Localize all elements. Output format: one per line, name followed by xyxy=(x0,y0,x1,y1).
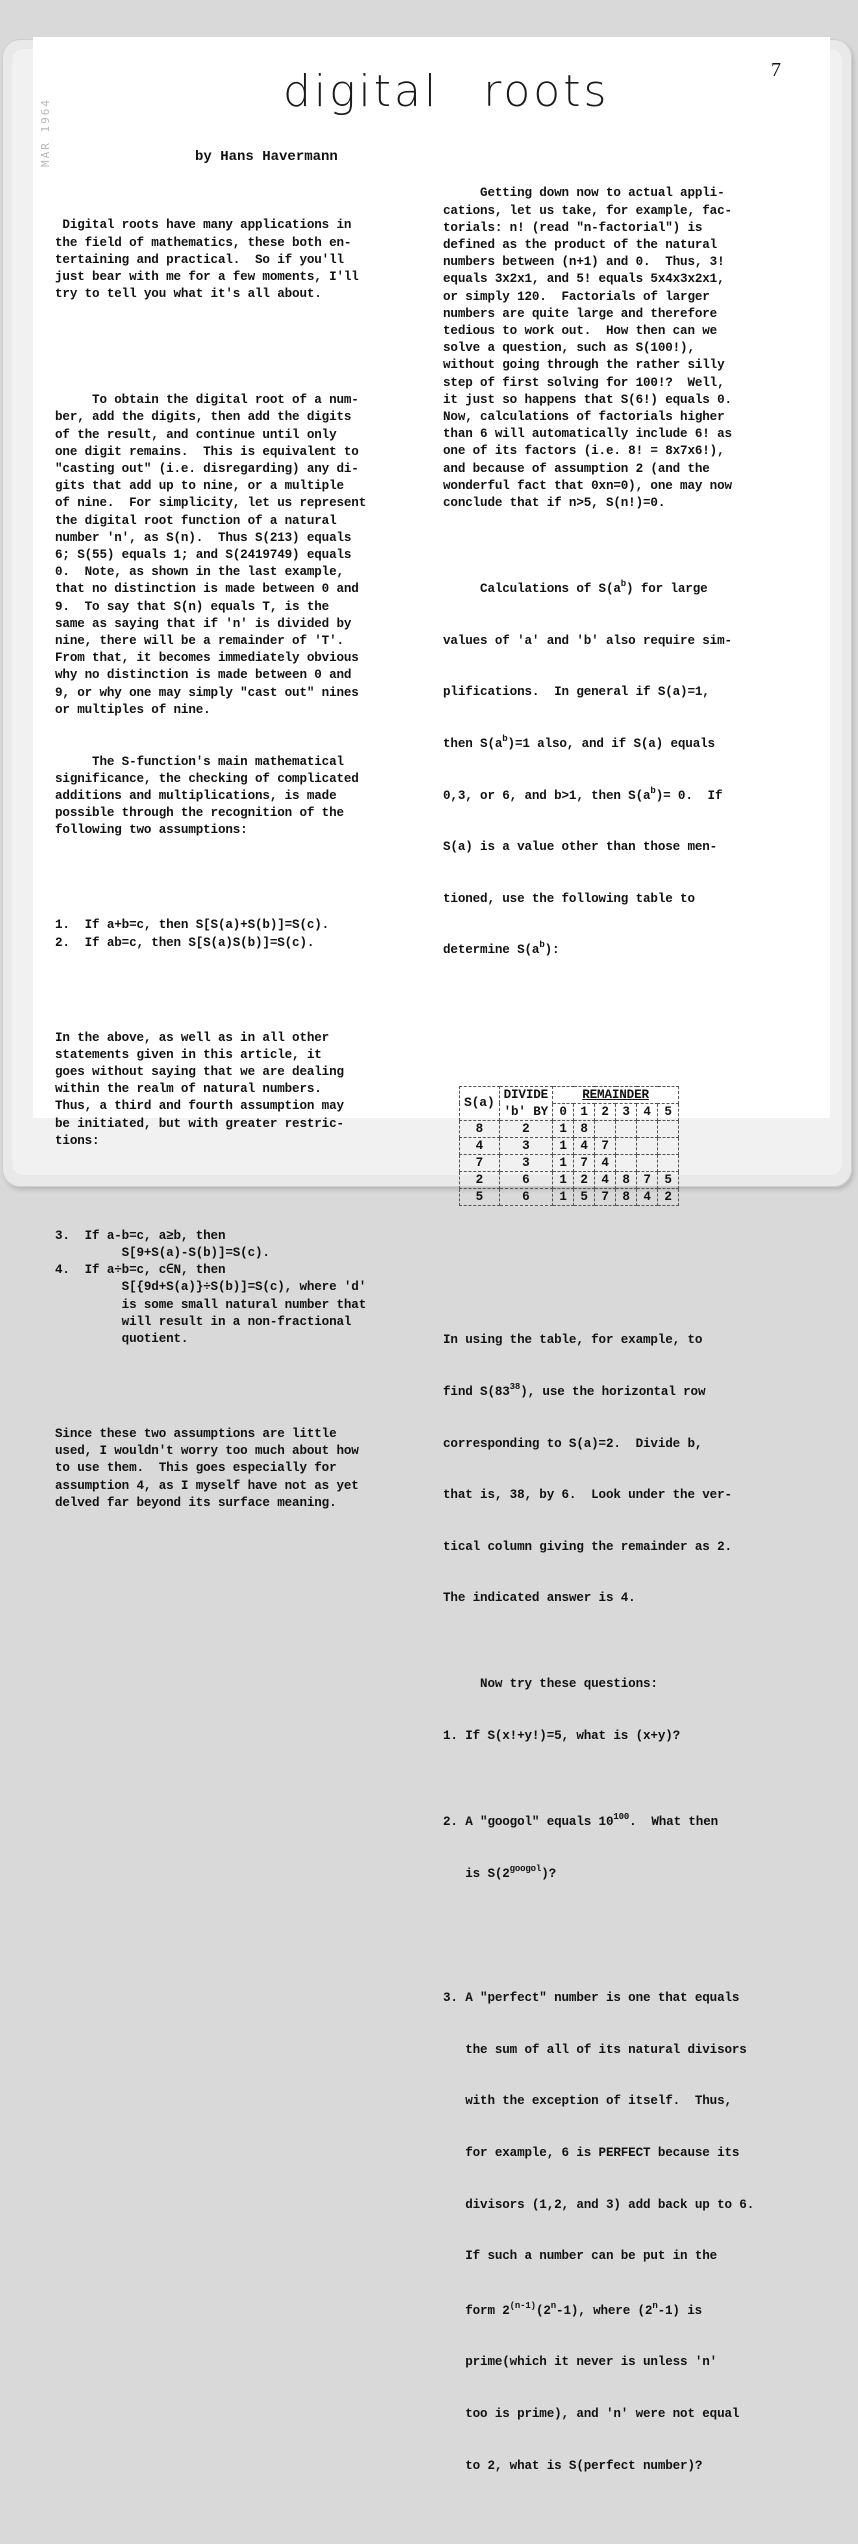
text-line: number 'n', as S(n). Thus S(213) equals xyxy=(55,530,352,545)
text-line: The S-function's main mathematical xyxy=(55,754,344,769)
table-row xyxy=(460,1137,679,1154)
text-line: that is, 38, by 6. Look under the ver- xyxy=(443,1488,732,1503)
table-row xyxy=(460,1171,679,1188)
text-line: 2. A "googol" equals $10^{100}$. What then xyxy=(443,1812,719,1830)
text-line: it just so happens that S(6!) equals 0. xyxy=(443,392,732,407)
text-line: assumption 4, as I myself have not as yet xyxy=(55,1478,359,1493)
cell-sa: 7 xyxy=(460,1154,500,1171)
text-line: cations, let us take, for example, fac- xyxy=(443,203,732,218)
cell-remainder-value xyxy=(637,1154,658,1171)
remainder-table xyxy=(459,1086,679,1206)
text-line: The indicated answer is 4. xyxy=(443,1591,636,1606)
text-line: 9. To say that S(n) equals T, is the xyxy=(55,599,330,614)
questions-intro: Now try these questions: xyxy=(443,1677,658,1692)
title-word: digital xyxy=(283,66,440,117)
text-line: Calculations of $S(a^b)$ for large xyxy=(443,579,708,597)
page-number: 7 xyxy=(771,59,781,81)
text-line: plifications. In general if S(a)=1, xyxy=(443,685,710,700)
paragraph-s-function xyxy=(55,754,450,840)
text-line: defined as the product of the natural xyxy=(443,238,718,253)
text-line: one of its factors (i.e. 8! = 8x7x6!), xyxy=(443,444,725,459)
question-3 xyxy=(443,1956,828,2510)
text-line: try to tell you what it's all about. xyxy=(55,287,322,302)
table-row xyxy=(460,1154,679,1171)
text-line: numbers are quite large and therefore xyxy=(443,306,718,321)
text-line: equals 3x2x1, and 5! equals 5x4x3x2x1, xyxy=(443,272,725,287)
text-line: S(a) is a value other than those men- xyxy=(443,840,718,855)
text-line: 3. If a-b=c, a≥b, then xyxy=(55,1228,226,1243)
cell-remainder-value: 1 xyxy=(553,1171,574,1188)
text-line: numbers between (n+1) and 0. Thus, 3! xyxy=(443,255,725,270)
text-line: same as saying that if 'n' is divided by xyxy=(55,616,352,631)
remainder-table-wrap xyxy=(459,1052,828,1241)
paragraph-intro xyxy=(55,217,450,303)
text-line: tions: xyxy=(55,1133,100,1148)
text-line: 1. If a+b=c, then S[S(a)+S(b)]=S(c). xyxy=(55,918,330,933)
cell-remainder-value: 1 xyxy=(553,1137,574,1154)
text-line: just bear with me for a few moments, I'll xyxy=(55,270,359,285)
text-line: 3. A "perfect" number is one that equals xyxy=(443,1991,740,2006)
text-line: From that, it becomes immediately obvious xyxy=(55,651,359,666)
remainder-column-header: 5 xyxy=(658,1103,679,1120)
text-line: 0,3, or 6, and b>1, then $S(a^b)= 0$. If xyxy=(443,785,723,803)
cell-remainder-value xyxy=(658,1137,679,1154)
cell-remainder-value: 1 xyxy=(553,1154,574,1171)
cell-remainder-value: 7 xyxy=(595,1137,616,1154)
text-line: Now, calculations of factorials higher xyxy=(443,410,725,425)
text-line: within the realm of natural numbers. xyxy=(55,1082,322,1097)
text-line: tertaining and practical. So if you'll xyxy=(55,252,344,267)
text-line: statements given in this article, it xyxy=(55,1047,322,1062)
assumptions-list-1-2 xyxy=(55,917,450,951)
table-row xyxy=(460,1188,679,1205)
text-line: Since these two assumptions are little xyxy=(55,1427,337,1442)
text-line: divisors (1,2, and 3) add back up to 6. xyxy=(443,2197,755,2212)
cell-sa: 8 xyxy=(460,1120,500,1137)
cell-remainder-value: 7 xyxy=(637,1171,658,1188)
document-page xyxy=(33,37,830,2473)
text-line: 0. Note, as shown in the last example, xyxy=(55,565,344,580)
text-line: 9, or why one may simply "cast out" nines xyxy=(55,685,359,700)
text-line: will result in a non-fractional xyxy=(55,1314,352,1329)
text-line: find $S(83^{38})$, use the horizontal row xyxy=(443,1382,706,1399)
cell-remainder-value: 8 xyxy=(574,1120,595,1137)
text-line: with the exception of itself. Thus, xyxy=(443,2094,732,2109)
cell-divide-by: 6 xyxy=(499,1188,552,1205)
text-line: In using the table, for example, to xyxy=(443,1333,703,1348)
text-line: determine $S(a^b)$: xyxy=(443,940,560,958)
text-line: solve a question, such as S(100!), xyxy=(443,341,695,356)
header-remainder: REMAINDER xyxy=(553,1086,679,1103)
remainder-column-header: 1 xyxy=(574,1103,595,1120)
title-word: roots xyxy=(483,66,610,117)
date-stamp: MAR 1964 xyxy=(39,98,52,167)
cell-remainder-value xyxy=(616,1137,637,1154)
cell-divide-by: 6 xyxy=(499,1171,552,1188)
text-line: gits that add up to nine, or a multiple xyxy=(55,479,344,494)
text-line: and because of assumption 2 (and the xyxy=(443,461,710,476)
byline: by Hans Havermann xyxy=(195,149,338,165)
cell-remainder-value: 2 xyxy=(658,1188,679,1205)
text-line: In the above, as well as in all other xyxy=(55,1030,330,1045)
text-line: then $S(a^b)=1$ also, and if S(a) equals xyxy=(443,733,715,751)
table-row xyxy=(460,1120,679,1137)
text-line: is some small natural number that xyxy=(55,1297,367,1312)
paragraph-factorials xyxy=(443,185,828,512)
cell-remainder-value: 4 xyxy=(595,1154,616,1171)
text-line: possible through the recognition of the xyxy=(55,806,344,821)
text-line: "casting out" (i.e. disregarding) any di- xyxy=(55,462,359,477)
text-line: that no distinction is made between 0 and xyxy=(55,582,359,597)
cell-remainder-value: 1 xyxy=(553,1188,574,1205)
text-line: the digital root function of a natural xyxy=(55,513,337,528)
cell-divide-by: 3 xyxy=(499,1154,552,1171)
cell-remainder-value: 7 xyxy=(574,1154,595,1171)
cell-remainder-value: 5 xyxy=(574,1188,595,1205)
cell-remainder-value: 4 xyxy=(637,1188,658,1205)
text-line: step of first solving for 100!? Well, xyxy=(443,375,725,390)
text-line: tical column giving the remainder as 2. xyxy=(443,1539,732,1554)
cell-remainder-value xyxy=(658,1120,679,1137)
header-divide: DIVIDE xyxy=(499,1086,552,1103)
cell-remainder-value: 4 xyxy=(595,1171,616,1188)
cell-remainder-value xyxy=(616,1154,637,1171)
text-line: Digital roots have many applications in xyxy=(55,218,352,233)
text-line: torials: n! (read "n-factorial") is xyxy=(443,220,703,235)
text-line: If such a number can be put in the xyxy=(443,2249,718,2264)
text-line: is $S(2^{googol})$? xyxy=(443,1863,557,1881)
text-line: significance, the checking of complicated xyxy=(55,771,359,786)
text-line: be initiated, but with greater restric- xyxy=(55,1116,344,1131)
left-column xyxy=(55,183,450,1546)
text-line: tedious to work out. How then can we xyxy=(443,324,718,339)
text-line: the field of mathematics, these both en- xyxy=(55,235,352,250)
text-line: following two assumptions: xyxy=(55,823,248,838)
text-line: Getting down now to actual appli- xyxy=(443,186,725,201)
text-line: too is prime), and 'n' were not equal xyxy=(443,2406,740,2421)
text-line: ber, add the digits, then add the digits xyxy=(55,410,352,425)
text-line: prime(which it never is unless 'n' xyxy=(443,2355,718,2370)
text-line: corresponding to S(a)=2. Divide b, xyxy=(443,1436,703,1451)
text-line: or multiples of nine. xyxy=(55,702,211,717)
cell-remainder-value xyxy=(616,1120,637,1137)
paragraph-closing xyxy=(55,1426,450,1512)
cell-divide-by: 3 xyxy=(499,1137,552,1154)
remainder-column-header: 0 xyxy=(553,1103,574,1120)
text-line: nine, there will be a remainder of 'T'. xyxy=(55,634,344,649)
text-line: To obtain the digital root of a num- xyxy=(55,393,359,408)
text-line: quotient. xyxy=(55,1332,189,1346)
text-line: form 2$^{(n-1)}$(2$^n$-1), where (2$^n$-1) is xyxy=(443,2300,703,2318)
header-sa: S(a) xyxy=(460,1086,500,1120)
cell-remainder-value: 7 xyxy=(595,1188,616,1205)
question-1: 1. If S(x!+y!)=5, what is (x+y)? xyxy=(443,1729,681,1744)
text-line: for example, 6 is PERFECT because its xyxy=(443,2145,740,2160)
text-line: of nine. For simplicity, let us represent xyxy=(55,496,367,511)
text-line: goes without saying that we are dealing xyxy=(55,1064,344,1079)
remainder-column-header: 2 xyxy=(595,1103,616,1120)
text-line: why no distinction is made between 0 and xyxy=(55,668,352,683)
text-line: S[{9d+S(a)}÷S(b)]=S(c), where 'd' xyxy=(55,1280,367,1295)
text-line: the sum of all of its natural divisors xyxy=(443,2042,747,2057)
cell-sa: 5 xyxy=(460,1188,500,1205)
text-line: conclude that if n>5, S(n!)=0. xyxy=(443,496,666,511)
text-line: one digit remains. This is equivalent to xyxy=(55,444,359,459)
cell-remainder-value: 1 xyxy=(553,1120,574,1137)
remainder-column-header: 3 xyxy=(616,1103,637,1120)
paragraph-table-usage xyxy=(443,1298,828,1642)
cell-divide-by: 2 xyxy=(499,1120,552,1137)
text-line: 6; S(55) equals 1; and S(2419749) equals xyxy=(55,548,352,563)
cell-remainder-value xyxy=(658,1154,679,1171)
cell-remainder-value: 2 xyxy=(574,1171,595,1188)
text-line: additions and multiplications, is made xyxy=(55,788,337,803)
text-line: wonderful fact that 0xn=0), one may now xyxy=(443,478,732,493)
text-line: Thus, a third and fourth assumption may xyxy=(55,1099,344,1114)
cell-remainder-value xyxy=(637,1137,658,1154)
question-2 xyxy=(443,1780,828,1918)
assumptions-list-3-4 xyxy=(55,1228,450,1348)
header-divide-by: 'b' BY xyxy=(499,1103,552,1120)
text-line: without going through the rather silly xyxy=(443,358,725,373)
text-line: 2. If ab=c, then S[S(a)S(b)]=S(c). xyxy=(55,935,315,950)
text-line: than 6 will automatically include 6! as xyxy=(443,427,732,442)
cell-sa: 2 xyxy=(460,1171,500,1188)
cell-remainder-value xyxy=(637,1120,658,1137)
paragraph-powers xyxy=(443,547,828,994)
text-line: used, I wouldn't worry too much about how xyxy=(55,1444,359,1459)
cell-remainder-value xyxy=(595,1120,616,1137)
paragraph-definition xyxy=(55,392,450,719)
text-line: delved far beyond its surface meaning. xyxy=(55,1495,337,1510)
cell-remainder-value: 5 xyxy=(658,1171,679,1188)
cell-remainder-value: 4 xyxy=(574,1137,595,1154)
cell-remainder-value: 8 xyxy=(616,1171,637,1188)
cell-sa: 4 xyxy=(460,1137,500,1154)
text-line: to use them. This goes especially for xyxy=(55,1461,337,1476)
article-title xyxy=(283,67,609,117)
text-line: S[9+S(a)-S(b)]=S(c). xyxy=(55,1245,270,1260)
right-column xyxy=(443,151,828,2544)
remainder-column-header: 4 xyxy=(637,1103,658,1120)
text-line: 4. If a÷b=c, c∈N, then xyxy=(55,1263,226,1278)
text-line: or simply 120. Factorials of larger xyxy=(443,289,710,304)
text-line: values of 'a' and 'b' also require sim- xyxy=(443,633,732,648)
text-line: tioned, use the following table to xyxy=(443,891,695,906)
text-line: of the result, and continue until only xyxy=(55,427,337,442)
cell-remainder-value: 8 xyxy=(616,1188,637,1205)
paragraph-natural-numbers xyxy=(55,1030,450,1150)
text-line: to 2, what is S(perfect number)? xyxy=(443,2458,703,2473)
